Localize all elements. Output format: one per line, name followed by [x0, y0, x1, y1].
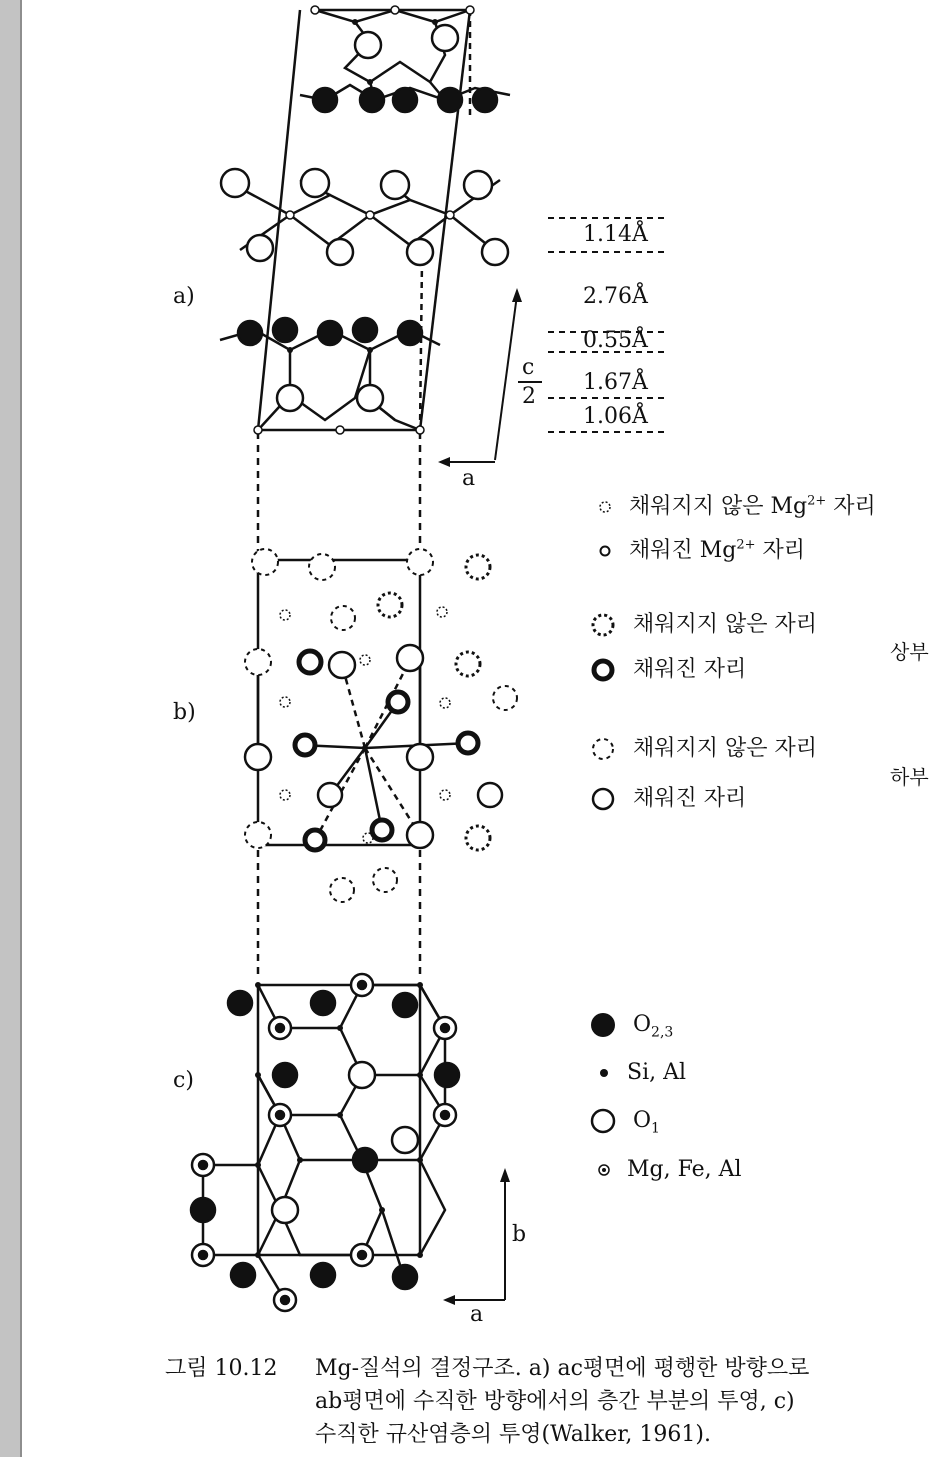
legend-mg-filled-prefix: 채워진 Mg [629, 538, 737, 563]
axis-a-label-top: a [462, 466, 476, 491]
legend-o23-sub: 2,3 [651, 1024, 674, 1041]
legend-o1-sub: 1 [651, 1120, 660, 1137]
legend-o23-base: O [633, 1012, 652, 1037]
dimension-1-67: 1.67Å [583, 370, 648, 395]
legend-upper-unfilled-text: 채워지지 않은 자리 [633, 612, 818, 637]
legend-lower-filled [590, 781, 746, 812]
caption-label: 그림 10.12 [165, 1356, 278, 1381]
legend-mg-unfilled-prefix: 채워지지 않은 Mg [629, 494, 808, 519]
c-half-denominator: 2 [522, 384, 536, 409]
legend-mg-fe-al [598, 1157, 742, 1182]
legend-lower-unfilled [590, 731, 817, 762]
legend-o1 [590, 1108, 660, 1136]
legend-o23 [590, 1012, 673, 1040]
dimension-1-14: 1.14Å [583, 222, 648, 247]
lower-filled-icon [590, 786, 616, 812]
o23-icon [590, 1012, 616, 1038]
legend-o1-base: O [633, 1108, 652, 1133]
legend-mg-unfilled-charge: 2+ [807, 493, 827, 509]
upper-group-label: 상부 [890, 640, 929, 664]
axis-b-label: b [512, 1222, 527, 1247]
caption-line-3: 수직한 규산염층의 투영(Walker, 1961). [315, 1422, 711, 1447]
o1-icon [590, 1108, 616, 1134]
legend-lower-filled-text: 채워진 자리 [633, 786, 747, 811]
legend-mg-unfilled-suffix: 자리 [826, 494, 876, 519]
caption-line-1: Mg-질석의 결정구조. a) ac평면에 평행한 방향으로 [315, 1356, 810, 1381]
upper-filled-icon [590, 657, 616, 683]
c-half-numerator: c [522, 355, 535, 380]
mg-filled-icon [598, 544, 612, 558]
lower-group-label: 하부 [890, 765, 929, 789]
legend-mg-filled-suffix: 자리 [755, 538, 806, 563]
dimension-2-76: 2.76Å [583, 284, 648, 309]
legend-lower-unfilled-text: 채워지지 않은 자리 [633, 736, 818, 761]
legend-mg-fe-al-text: Mg, Fe, Al [627, 1157, 742, 1182]
mg-unfilled-icon [598, 500, 612, 514]
caption-line-2: ab평면에 수직한 방향에서의 층간 부분의 투영, c) [315, 1389, 795, 1414]
panel-c-label: c) [173, 1068, 194, 1093]
legend-si-al [598, 1060, 686, 1085]
legend-upper-filled-text: 채워진 자리 [633, 657, 747, 682]
legend-mg-filled [598, 533, 805, 564]
si-al-icon [598, 1067, 610, 1079]
mg-fe-al-icon [598, 1164, 610, 1176]
panel-a-label: a) [173, 284, 195, 309]
upper-unfilled-icon [590, 612, 616, 638]
lower-unfilled-icon [590, 736, 616, 762]
legend-mg-unfilled [598, 489, 876, 520]
legend-mg-filled-charge: 2+ [736, 537, 756, 553]
dimension-1-06: 1.06Å [583, 404, 648, 429]
dimension-lines [548, 218, 668, 432]
legend-upper-unfilled [590, 607, 817, 638]
caption-body [315, 1352, 809, 1451]
panel-b-label: b) [173, 700, 196, 725]
axis-a-label-bottom: a [470, 1302, 484, 1327]
legend-upper-filled [590, 652, 746, 683]
dimension-0-55: 0.55Å [583, 328, 648, 353]
legend-si-al-text: Si, Al [627, 1060, 687, 1085]
